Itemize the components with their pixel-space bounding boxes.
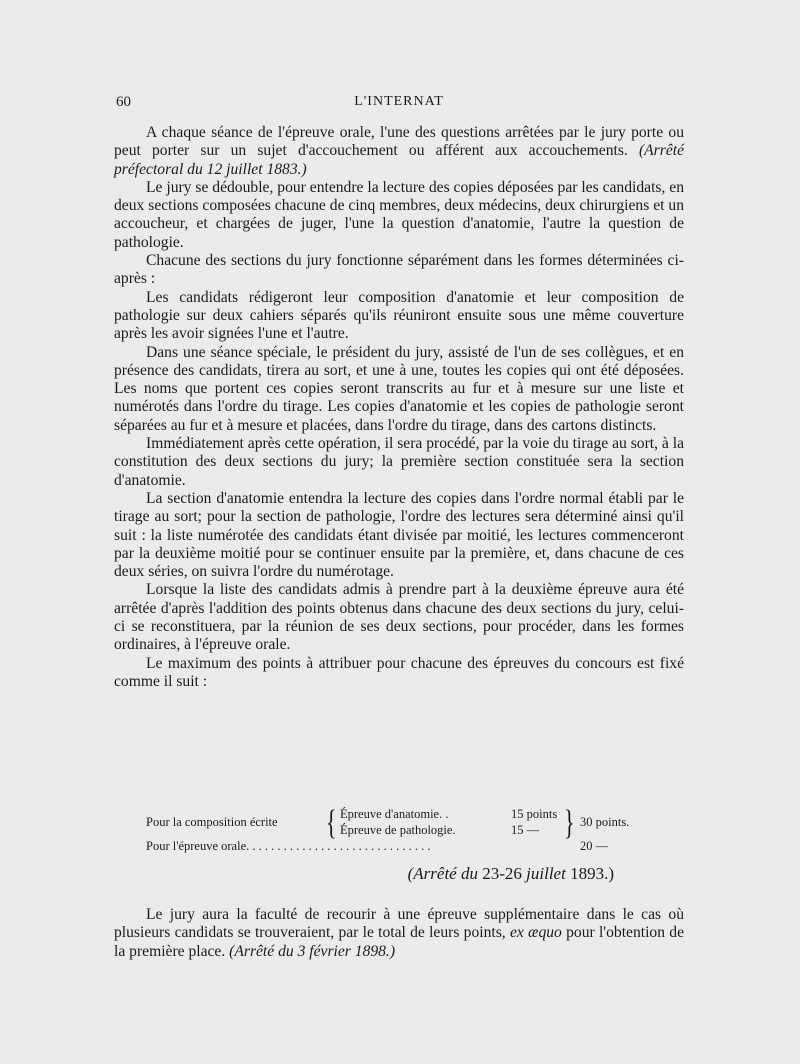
paragraph: Le jury se dédouble, pour entendre la lecture des copies déposées par les candidats, en deux sections composées chacune de cinq membres, deux médecins, deux chirurgiens et un accoucheur, et chargées de juger, l'une la question d'anatomie, l'autre la question de pathologie. <box>114 178 684 251</box>
paragraph <box>114 124 684 179</box>
body-text <box>114 124 684 691</box>
pathology-label: Épreuve de pathologie. <box>340 823 456 837</box>
paragraph-text: A chaque séance de l'épreuve orale, l'une des questions arrêtées par le jury porte ou peut porter sur un sujet d'accouchement ou afférent aux accouchements. <box>114 124 684 160</box>
decree-month: juillet <box>521 864 571 883</box>
points-row-pathology <box>146 815 682 838</box>
points-table <box>146 801 682 854</box>
paragraph: Le maximum des points à attribuer pour chacune des épreuves du concours est fixé comme il suit : <box>114 654 684 690</box>
final-text-before: Le jury aura la faculté de recourir à une épreuve supplémentaire dans le cas où plusieurs candidats se trouveraient, par le total de leurs points, <box>114 906 684 942</box>
left-brace: { <box>326 801 337 842</box>
decree-date: 23-26 <box>482 864 522 883</box>
final-paragraph <box>114 906 684 961</box>
written-label: Pour la composition écrite <box>146 815 278 829</box>
right-brace: } <box>564 801 575 842</box>
decree-reference: (Arrêté préfectoral du 12 juillet 1883.) <box>114 142 684 178</box>
decree-year: 1893.) <box>570 864 614 883</box>
latin-phrase: ex æquo <box>509 924 562 942</box>
running-head <box>116 94 682 114</box>
paragraph <box>114 906 684 961</box>
anatomy-label: Épreuve d'anatomie. . <box>340 807 449 821</box>
final-text-after: pour l'obtention de la première place. <box>114 924 684 960</box>
paragraph: Immédiatement après cette opération, il sera procédé, par la voie du tirage au sort, à la constitution des deux sections du jury; la première section constituée sera la section d'anatomie. <box>114 435 684 489</box>
paragraph: Les candidats rédigeront leur composition d'anatomie et leur composition de pathologie sur deux cahiers séparés qu'ils réuniront ensuite sous une même couverture après les avoir signées l'une et l'autre. <box>114 288 684 343</box>
paragraph: Chacune des sections du jury fonctionne séparément dans les formes déterminées ci-après : <box>114 252 684 288</box>
oral-points: 20 — <box>580 839 609 853</box>
paragraph: Dans une séance spéciale, le président du jury, assisté de l'un de ses collègues, et en présence des candidats, tirera au sort, et une à une, toutes les copies qui ont été déposées. Les noms que portent ces copies seront transcrits au fur et à mesure sur une liste et numérotés dans l'ordre du tirage. Les copies d'anatomie et les copies de pathologie seront séparées au fur et à mesure et placées, dans l'ordre du tirage, dans des cartons distincts. <box>114 343 684 434</box>
running-title: L'INTERNAT <box>354 94 444 109</box>
points-row-oral <box>146 838 682 854</box>
pathology-points: 15 — <box>511 823 540 837</box>
paragraph: La section d'anatomie entendra la lecture des copies dans l'ordre normal établi par le tirage au sort; pour la section de pathologie, l'ordre des lectures sera déterminé ainsi qu'il suit : la liste numérotée des candidats étant divisée par moitié, les lectures commenceront par la deuxième moitié pour se continuer ensuite par la première, et, dans chacune de ces deux séries, on suivra l'ordre du numérotage. <box>114 489 684 581</box>
paragraph: Lorsque la liste des candidats admis à prendre part à la deuxième épreuve aura été arrêtée d'après l'addition des points obtenus dans chacune des deux sections du jury, celui-ci se reconstituera, par la réunion de ses deux sections, pour procéder, dans les formes ordinaires, à l'épreuve orale. <box>114 581 684 654</box>
oral-label: Pour l'épreuve orale. . . . . . . . . . . . . . . . . . . . . . . . . . . . . . <box>146 839 431 853</box>
anatomy-points: 15 points <box>511 807 558 821</box>
written-total: 30 points. <box>580 815 630 829</box>
page-number: 60 <box>116 94 131 110</box>
decree-prefix: (Arrêté du <box>407 864 483 883</box>
decree-reference-1898: (Arrêté du 3 février 1898.) <box>229 942 396 960</box>
decree-reference-1893 <box>408 864 614 884</box>
